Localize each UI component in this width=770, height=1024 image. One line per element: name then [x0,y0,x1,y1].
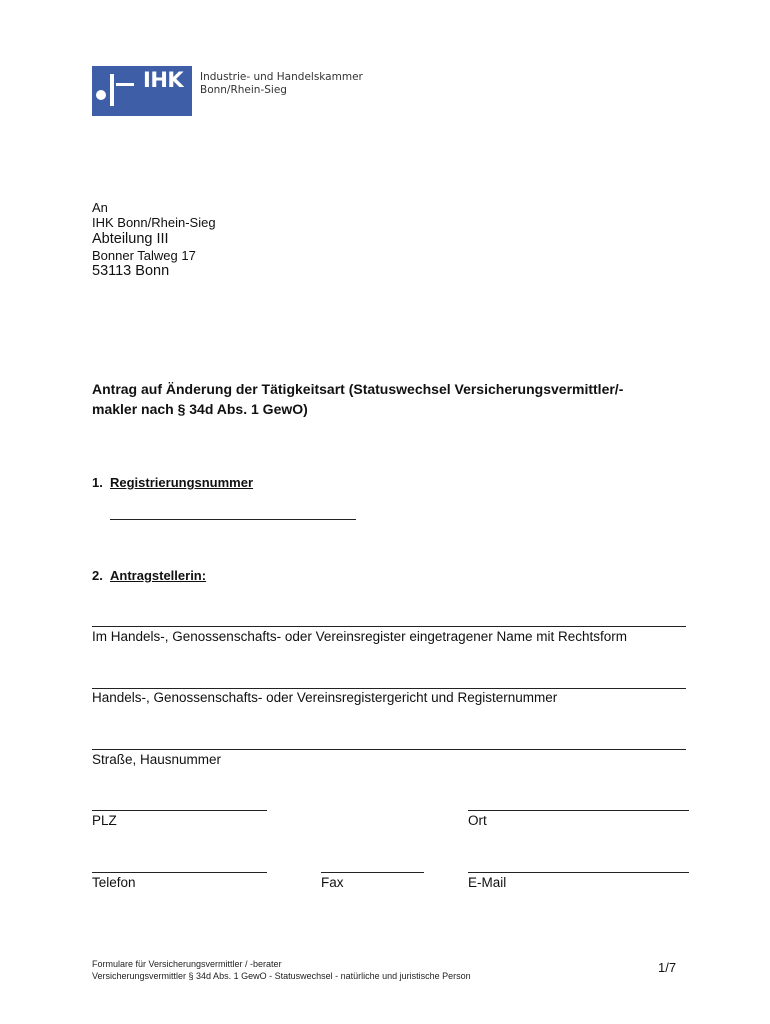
register-field-caption: Handels-, Genossenschafts- oder Vereinsregistergericht und Registernummer [92,690,558,705]
section-label: Registrierungsnummer [110,475,254,490]
footer [92,958,471,982]
form-title [92,379,712,419]
ihk-logo [92,66,192,116]
logo-text: IHK [143,68,184,92]
logo-dash-icon [116,83,134,86]
logo-dot-icon [96,90,106,100]
street-field-caption: Straße, Hausnummer [92,752,222,767]
org-line-2: Bonn/Rhein-Sieg [200,84,287,96]
ort-field-caption: Ort [468,813,487,828]
register-field[interactable] [92,688,686,689]
section-label: Antragstellerin: [110,568,207,583]
name-field-caption: Im Handels-, Genossenschafts- oder Vereinsregister eingetragener Name mit Rechtsform [92,629,627,644]
email-field[interactable] [468,872,689,873]
address-line-2: IHK Bonn/Rhein-Sieg [92,215,216,230]
ort-field[interactable] [468,810,689,811]
logo-bar-icon [110,74,114,106]
email-field-caption: E-Mail [468,875,507,890]
telefon-field-caption: Telefon [92,875,136,890]
form-title-line-2: makler nach § 34d Abs. 1 GewO) [92,401,308,417]
fax-field[interactable] [321,872,424,873]
plz-field-caption: PLZ [92,813,117,828]
section-number: 2. [92,568,103,583]
section-antragstellerin [92,568,206,583]
org-line-1: Industrie- und Handelskammer [200,71,363,83]
registrierungsnummer-field[interactable] [110,519,356,520]
section-registrierungsnummer [92,475,253,490]
address-line-1: An [92,200,108,215]
address-line-3: Abteilung III [92,231,169,247]
name-field[interactable] [92,626,686,627]
footer-line-2: Versicherungsvermittler § 34d Abs. 1 GewO - Statuswechsel - natürliche und juristische Person [92,971,471,981]
fax-field-caption: Fax [321,875,344,890]
organization-name [200,71,363,97]
footer-line-1: Formulare für Versicherungsvermittler / -berater [92,959,282,969]
page-number: 1/7 [658,960,677,975]
form-title-line-1: Antrag auf Änderung der Tätigkeitsart (Statuswechsel Versicherungsvermittler/- [92,381,624,397]
telefon-field[interactable] [92,872,267,873]
address-line-5: 53113 Bonn [92,263,170,279]
plz-field[interactable] [92,810,267,811]
section-number: 1. [92,475,103,490]
address-line-4: Bonner Talweg 17 [92,248,196,263]
street-field[interactable] [92,749,686,750]
